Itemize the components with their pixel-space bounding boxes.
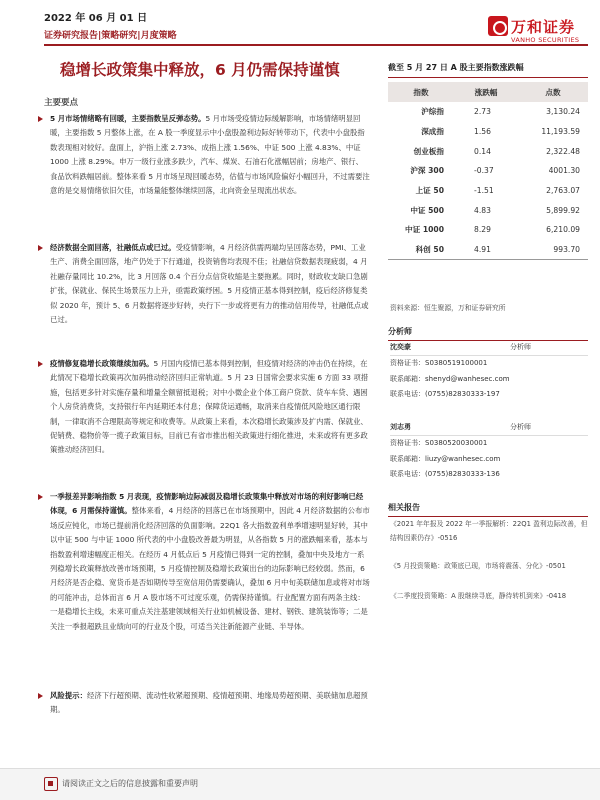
- phone-number: (0755)82830333-136: [425, 470, 500, 479]
- cert-number: S0380519100001: [425, 358, 488, 367]
- related-report-link[interactable]: 《5 月投资策略：政策底已现，市场将震荡、分化》-0501: [390, 562, 566, 570]
- table-source: 资料来源：恒生聚源，万和证券研究所: [390, 304, 506, 312]
- logo-name: 万和证券: [511, 18, 576, 36]
- index-name: 上证 50: [415, 186, 444, 196]
- index-name: 科创 50: [388, 240, 454, 260]
- index-points: 2,763.07: [546, 186, 580, 196]
- paragraph-body: 经济下行超预期、流动性收紧超预期、疫情超预期、地缘局势超预期、美联储加息超预期。: [50, 691, 368, 715]
- bullet-arrow-icon: [38, 245, 43, 251]
- index-name: 创业板指: [413, 146, 444, 156]
- index-change: 4.91: [454, 240, 518, 260]
- index-change: 4.83: [474, 205, 491, 215]
- index-points: 11,193.59: [541, 127, 580, 137]
- table-row: [388, 220, 588, 240]
- paragraph-lead: 风险提示：: [50, 691, 87, 700]
- risk-warning-paragraph: [50, 689, 370, 718]
- table-row: [388, 161, 588, 181]
- related-report-link[interactable]: 《2021 年年报及 2022 年一季报解析：22Q1 盈利边际改善，但结构因素仍存》-0516: [390, 520, 588, 542]
- paragraph-body: 整体来看，4 月经济的回落已在市场预期中，因此 4 月经济数据的公布市场反应钝化，市场已提前消化经济回落的负面影响。22Q1 各大指数盈利单季增速明显好转，其中以中证 500 与中证 1000 所代表的中小盘股改善最为明显，从各指数 5 月的涨跌幅来看，基本与指数盈利增速幅度正相关。在经历 4 月低点后 5 月疫情已得到一定的控制，叠加中央及地方一系列稳增长政策释放改善市场预期，5 月疫情控制及稳增长政策出台的边际影响已经较弱。然而，6 月经济是否企稳、宽货币是否如期传导至宽信用仍需要确认，叠加 6 月中旬美联储加息或将对市场的可能冲击，总体而言 6 月 A 股市场不可过度乐观，仍需保持谨慎。行业配置方面有两条主线：一是稳增长主线，未来可重点关注基建领域相关行业如机械设备、建材、钢铁、建筑装饰等；二是关注一季报超跌且业绩向可的行业及个股，可适当关注新能源产业链、半导体。: [50, 506, 370, 631]
- analyst-name: 刘志勇: [390, 423, 411, 431]
- phone-label: 联系电话：: [390, 470, 425, 479]
- index-name: 深成指: [421, 127, 444, 137]
- paragraph-lead: 疫情修复稳增长政策继续加码。: [50, 359, 154, 368]
- analyst-cert-row: [390, 356, 588, 372]
- key-points-label: 主要要点: [44, 98, 79, 108]
- footer-disclaimer: 请阅读正文之后的信息披露和重要声明: [62, 779, 198, 788]
- index-name: 中证 1000: [405, 225, 444, 235]
- table-row: [388, 181, 588, 201]
- paragraph-body: 5 月国内疫情已基本得到控制，但疫情对经济的冲击仍在持续，在此情况下稳增长政策再次加码推动经济回归正常轨道。5 月 23 日国常会要求实施 6 方面 33 项措施，包括更多针对实施存量和增量全额留抵退税；对中小微企业个体工商户贷款、货车车贷、遇困个人房贷消费贷，支持银行年内延期还本付息；保障货运通畅，取消来自疫情低风险地区通行限制，一律取消不合理限高等规定和收费等。从政策上来看，本次稳增长政策涉及扩内需、保就业、促销费、稳物价等一揽子政策目标，目前已有省市推出相关政策进行细化推进，未来或将有更多政策推动经济回归。: [50, 359, 369, 455]
- index-points: 2,322.48: [546, 146, 580, 156]
- index-change: -1.51: [474, 186, 494, 196]
- cert-label: 资格证书：: [390, 438, 425, 447]
- analyst-card: [390, 420, 588, 483]
- header-divider: [44, 44, 588, 46]
- bullet-arrow-icon: [38, 693, 43, 699]
- paragraph-lead: 经济数据全面回落，社融低点或已过。: [50, 243, 176, 252]
- analyst-card: [390, 340, 588, 403]
- analyst-role: 分析师: [510, 423, 531, 431]
- index-table: [388, 82, 588, 260]
- paragraph-lead: 5 月市场情绪略有回暖，主要指数呈反弹态势。: [50, 114, 206, 123]
- table-row: [388, 240, 588, 260]
- analyst-name: 沈奕豪: [390, 343, 411, 351]
- analyst-email-row: [390, 452, 588, 468]
- analyst-name-row: [390, 420, 588, 436]
- column-header: 点数: [518, 82, 588, 102]
- table-row: [388, 200, 588, 220]
- column-header: 涨跌幅: [454, 82, 518, 102]
- report-title: 稳增长政策集中释放，6 月仍需保持谨慎: [60, 61, 340, 79]
- logo-english-name: VANHO SECURITIES: [511, 36, 580, 44]
- analyst-phone-row: [390, 467, 588, 483]
- email-link[interactable]: liuzy@wanhesec.com: [425, 454, 501, 463]
- key-point-paragraph: [50, 241, 370, 327]
- index-change: 8.29: [474, 225, 491, 235]
- table-row: [388, 122, 588, 142]
- column-header: 指数: [388, 82, 454, 102]
- index-points: 4001.30: [548, 166, 580, 176]
- analyst-role: 分析师: [510, 343, 531, 351]
- index-name: 中证 500: [410, 205, 444, 215]
- email-label: 联系邮箱：: [390, 374, 425, 383]
- paragraph-lead: 一季报差异影响指数 5 月表现，疫情影响边际减弱及稳增长政策集中释放对市场的利好影响已经体现，6 月需保持谨慎。: [50, 492, 364, 516]
- report-categories: 证券研究报告|策略研究|月度策略: [44, 31, 177, 41]
- key-point-paragraph: [50, 112, 370, 198]
- disclaimer-icon: [44, 777, 58, 791]
- index-points: 3,130.24: [546, 107, 580, 117]
- table-row: [388, 141, 588, 161]
- analyst-name-row: [390, 340, 588, 356]
- related-report-link[interactable]: 《二季度投资策略：A 股继续寻底，静待转机到来》-0418: [390, 592, 567, 600]
- index-change: 2.73: [474, 107, 491, 117]
- key-point-paragraph: [50, 490, 370, 634]
- index-change: 0.14: [474, 146, 491, 156]
- analyst-phone-row: [390, 387, 588, 403]
- table-row: [388, 102, 588, 122]
- phone-label: 联系电话：: [390, 390, 425, 399]
- related-reports-title: 相关报告: [388, 502, 588, 517]
- analyst-cert-row: [390, 436, 588, 452]
- cert-number: S0380520030001: [425, 438, 488, 447]
- table-header-row: [388, 82, 588, 102]
- cert-label: 资格证书：: [390, 358, 425, 367]
- index-points: 6,210.09: [546, 225, 580, 235]
- email-label: 联系邮箱：: [390, 454, 425, 463]
- logo-mark-icon: [488, 16, 508, 36]
- index-name: 沪综指: [421, 107, 444, 117]
- paragraph-body: 受疫情影响，4 月经济供需两端均呈回落态势，PMI、工业生产、消费全面回落，地产仍处于下行通道，投资销售均表现不佳；社融信贷数据表现疲弱，4 月社融存量同比 10.2%，比 3 月回落 0.4 个百分点信贷收缩是主要拖累。同时，财政收支缺口急剧扩张，保就业、保民生场景压力上升，亟需政策纾困。5 月疫情正基本得到控制，疫后经济修复类似 2020 年，预计 5、6 月数据将逐步好转，央行下一步或将更有力的推动信用传导，社融低点或已过。: [50, 243, 369, 325]
- index-change: 1.56: [474, 127, 491, 137]
- analyst-email-row: [390, 372, 588, 388]
- analysts-section-title: 分析师: [388, 326, 588, 341]
- index-table-title: 截至 5 月 27 日 A 股主要指数涨跌幅: [388, 62, 588, 78]
- index-name: 沪深 300: [410, 166, 444, 176]
- index-points: 993.70: [518, 240, 588, 260]
- key-point-paragraph: [50, 357, 370, 458]
- report-date: 2022 年 06 月 01 日: [44, 13, 148, 24]
- bullet-arrow-icon: [38, 494, 43, 500]
- email-link[interactable]: shenyd@wanhesec.com: [425, 374, 510, 383]
- bullet-arrow-icon: [38, 116, 43, 122]
- paragraph-body: 5 月市场受疫情边际缓解影响，市场情绪明显回暖，主要指数 5 月整体上涨，在 A 股一季度显示中小盘股盈利边际好转带动下，代表中小盘股指数表现相对较好。盘面上，沪指上涨 2.73%、成指上涨 1.56%、中证 500 上涨 4.83%、中证 1000 上涨 8.29%。申万一级行业涨多跌少，汽车、煤炭、石油石化涨幅居前；房地产、银行、食品饮料跌幅居前。整体来看 5 月市场呈现回暖态势，估值与市场风险偏好小幅回升，不过需要注意的是交易情绪依旧欠佳，市场量能整体继续回落，北向资金呈现流出状态。: [50, 114, 370, 196]
- index-change: -0.37: [474, 166, 494, 176]
- phone-number: (0755)82830333-197: [425, 390, 500, 399]
- index-points: 5,899.92: [546, 205, 580, 215]
- bullet-arrow-icon: [38, 361, 43, 367]
